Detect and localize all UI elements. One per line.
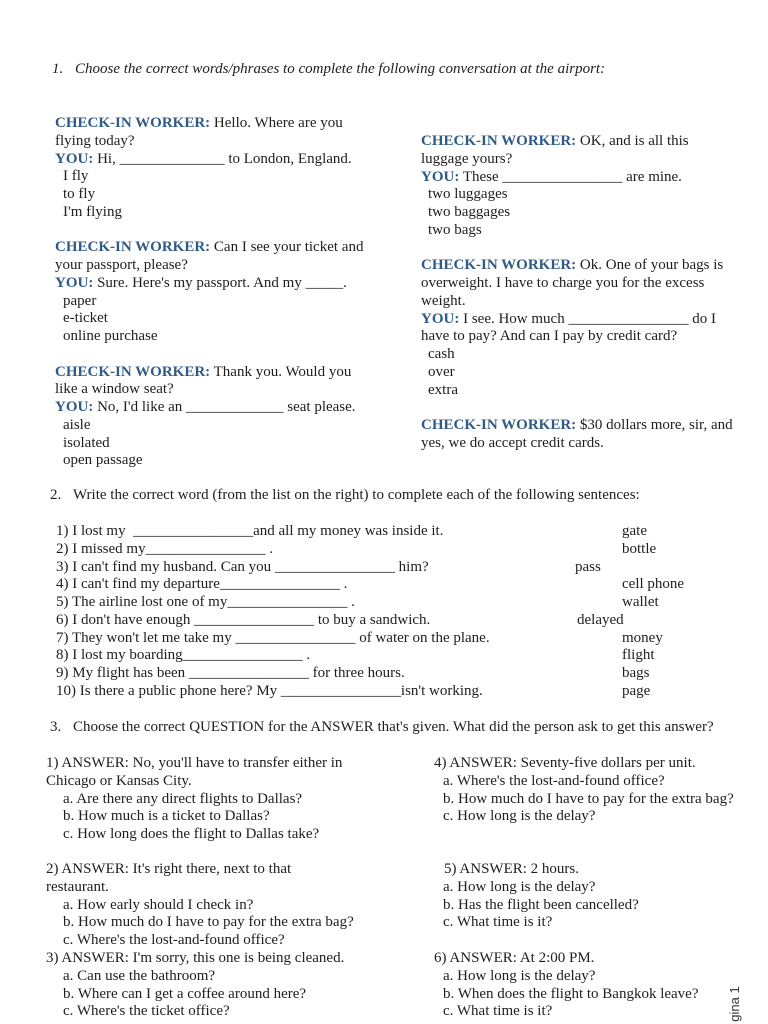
you-text: I see. How much ________________ do I — [463, 310, 716, 327]
worker-line — [55, 364, 363, 382]
dialogue-exchange — [421, 257, 733, 399]
question-block-2 — [46, 861, 354, 950]
sentence-line: 9) My flight has been ________________ for three hours. — [56, 665, 405, 681]
question-option: a. Where's the lost-and-found office? — [443, 772, 665, 789]
you-text: No, I'd like an _____________ seat please. — [97, 399, 356, 415]
you-text: have to pay? And can I pay by credit card? — [421, 328, 678, 345]
word-bank-item: cell phone — [622, 576, 685, 593]
worker-line — [421, 133, 733, 151]
worker-text: OK, and is all this — [579, 133, 689, 149]
worker-text: Ok. One of your bags is — [579, 257, 724, 274]
sentence-line: 2) I missed my________________ . — [56, 540, 274, 557]
answer-option: paper — [63, 292, 97, 309]
answer-option: over — [428, 363, 455, 380]
section-2-instruction: Write the correct word (from the list on the right) to complete each of the following sentences: — [73, 487, 640, 503]
page-number-label: gina 1 — [727, 986, 742, 1022]
worker-line — [55, 239, 363, 257]
answer-line: 3) ANSWER: I'm sorry, this one is being cleaned. — [46, 950, 345, 966]
worker-speaker-label: CHECK-IN WORKER: — [421, 133, 577, 149]
worker-speaker-label: CHECK-IN WORKER: — [55, 363, 211, 380]
worker-text: like a window seat? — [55, 381, 174, 398]
answer-option: e-ticket — [63, 310, 108, 327]
word-bank-item: bottle — [622, 540, 657, 557]
worker-text: yes, we do accept credit cards. — [421, 434, 604, 451]
sentence-line: 8) I lost my boarding________________ . — [56, 647, 311, 664]
answer-option: two luggages — [428, 186, 508, 203]
question-option: b. Where can I get a coffee around here? — [63, 985, 307, 1002]
you-line — [55, 275, 363, 293]
word-bank-item: money — [622, 629, 663, 646]
dialogue-exchange — [55, 239, 363, 346]
question-option: a. Can use the bathroom? — [63, 967, 216, 984]
question-option: a. How long is the delay? — [443, 967, 596, 984]
answer-option: open passage — [63, 452, 143, 469]
worker-text: Can I see your ticket and — [213, 239, 364, 256]
you-speaker-label: YOU: — [421, 168, 460, 185]
worker-line — [55, 115, 363, 133]
you-text: These ________________ are mine. — [462, 168, 682, 185]
worker-speaker-label: CHECK-IN WORKER: — [421, 417, 577, 433]
sentence-line: 5) The airline lost one of my________________ . — [56, 594, 355, 610]
worker-text: Hello. Where are you — [213, 115, 343, 131]
sentence-line: 4) I can't find my departure________________ . — [56, 576, 348, 593]
question-option: c. Where's the ticket office? — [63, 1003, 230, 1020]
worker-speaker-label: CHECK-IN WORKER: — [421, 257, 577, 274]
question-block-5 — [434, 861, 639, 932]
word-bank-item: gate — [622, 523, 647, 539]
you-speaker-label: YOU: — [55, 274, 94, 291]
answer-option: extra — [428, 381, 458, 398]
dialogue-exchange — [55, 364, 363, 471]
answer-line: 5) ANSWER: 2 hours. — [444, 861, 579, 877]
sentence-line: 3) I can't find my husband. Can you ________________ him? — [56, 558, 429, 575]
answer-option: isolated — [63, 434, 110, 451]
word-bank-item: bags — [622, 665, 650, 681]
worker-speaker-label: CHECK-IN WORKER: — [55, 115, 211, 131]
question-option: b. How much is a ticket to Dallas? — [63, 808, 270, 825]
question-option: c. What time is it? — [443, 1003, 553, 1020]
you-line — [55, 151, 363, 169]
answer-line: 1) ANSWER: No, you'll have to transfer either in — [46, 755, 343, 771]
answer-line: restaurant. — [46, 878, 109, 895]
question-option: c. What time is it? — [443, 914, 553, 931]
worker-text: weight. — [421, 292, 466, 309]
question-option: b. When does the flight to Bangkok leave? — [443, 985, 699, 1002]
answer-option: online purchase — [63, 328, 158, 344]
worker-speaker-label: CHECK-IN WORKER: — [55, 239, 211, 256]
answer-option: aisle — [63, 416, 91, 433]
worker-text: Thank you. Would you — [213, 363, 352, 380]
worker-text: your passport, please? — [55, 257, 188, 273]
word-bank-item: wallet — [622, 594, 659, 610]
question-block-1 — [46, 755, 342, 844]
word-bank-item: pass — [575, 558, 601, 575]
dialogue-exchange — [421, 133, 733, 240]
you-line — [55, 399, 363, 417]
you-line — [421, 169, 733, 187]
sentence-line: 1) I lost my ________________and all my money was inside it. — [56, 523, 444, 539]
you-speaker-label: YOU: — [421, 310, 460, 327]
conversation-left-column — [55, 115, 363, 488]
section-3-number: 3. — [50, 719, 62, 735]
worker-text: $30 dollars more, sir, and — [579, 417, 733, 433]
worker-text: flying today? — [55, 132, 135, 149]
section-1-instruction: Choose the correct words/phrases to complete the following conversation at the airport: — [75, 61, 606, 77]
word-bank — [575, 523, 684, 701]
worker-line — [421, 257, 733, 275]
answer-option: to fly — [63, 186, 96, 202]
answer-line: 2) ANSWER: It's right there, next to that — [46, 861, 292, 877]
answer-option: I'm flying — [63, 203, 122, 220]
question-option: b. How much do I have to pay for the extra bag? — [63, 914, 354, 931]
question-option: a. Are there any direct flights to Dallas? — [63, 790, 303, 807]
answer-line: 4) ANSWER: Seventy-five dollars per unit. — [434, 755, 696, 771]
question-block-3 — [46, 950, 344, 1021]
answer-option: two bags — [428, 221, 482, 238]
worker-text: luggage yours? — [421, 150, 513, 167]
question-block-6 — [434, 950, 699, 1021]
answer-option: I fly — [63, 168, 89, 185]
word-bank-item: delayed — [577, 611, 624, 628]
you-text: Hi, ______________ to London, England. — [97, 150, 352, 167]
question-option: a. How early should I check in? — [63, 896, 254, 913]
you-text: Sure. Here's my passport. And my _____. — [97, 274, 347, 291]
question-option: b. Has the flight been cancelled? — [443, 896, 639, 913]
answer-line: 6) ANSWER: At 2:00 PM. — [434, 950, 595, 966]
you-line — [421, 311, 733, 329]
answer-line: Chicago or Kansas City. — [46, 772, 192, 789]
question-option: b. How much do I have to pay for the extra bag? — [443, 790, 734, 807]
question-option: c. How long is the delay? — [443, 808, 596, 825]
word-bank-item: page — [622, 682, 651, 699]
question-block-4 — [434, 755, 734, 826]
dialogue-exchange — [55, 115, 363, 222]
sentence-list — [56, 523, 490, 701]
section-2-number: 2. — [50, 487, 62, 503]
sentence-line: 7) They won't let me take my ________________ of water on the plane. — [56, 629, 490, 646]
question-option: a. How long is the delay? — [443, 878, 596, 895]
sentence-line: 10) Is there a public phone here? My ________________isn't working. — [56, 682, 483, 699]
worker-line — [421, 417, 733, 435]
section-3-instruction: Choose the correct QUESTION for the ANSWER that's given. What did the person ask to get this answer? — [73, 719, 714, 735]
sentence-line: 6) I don't have enough ________________ to buy a sandwich. — [56, 611, 431, 628]
dialogue-exchange — [421, 417, 733, 453]
answer-option: two baggages — [428, 204, 511, 220]
section-1-number: 1. — [52, 61, 64, 77]
answer-option: cash — [428, 346, 455, 362]
question-option: c. How long does the flight to Dallas take? — [63, 826, 320, 842]
you-speaker-label: YOU: — [55, 399, 94, 415]
conversation-right-column — [421, 133, 733, 470]
worker-text: overweight. I have to charge you for the excess — [421, 275, 705, 291]
question-option: c. Where's the lost-and-found office? — [63, 932, 285, 948]
word-bank-item: flight — [622, 647, 655, 664]
you-speaker-label: YOU: — [55, 150, 94, 167]
